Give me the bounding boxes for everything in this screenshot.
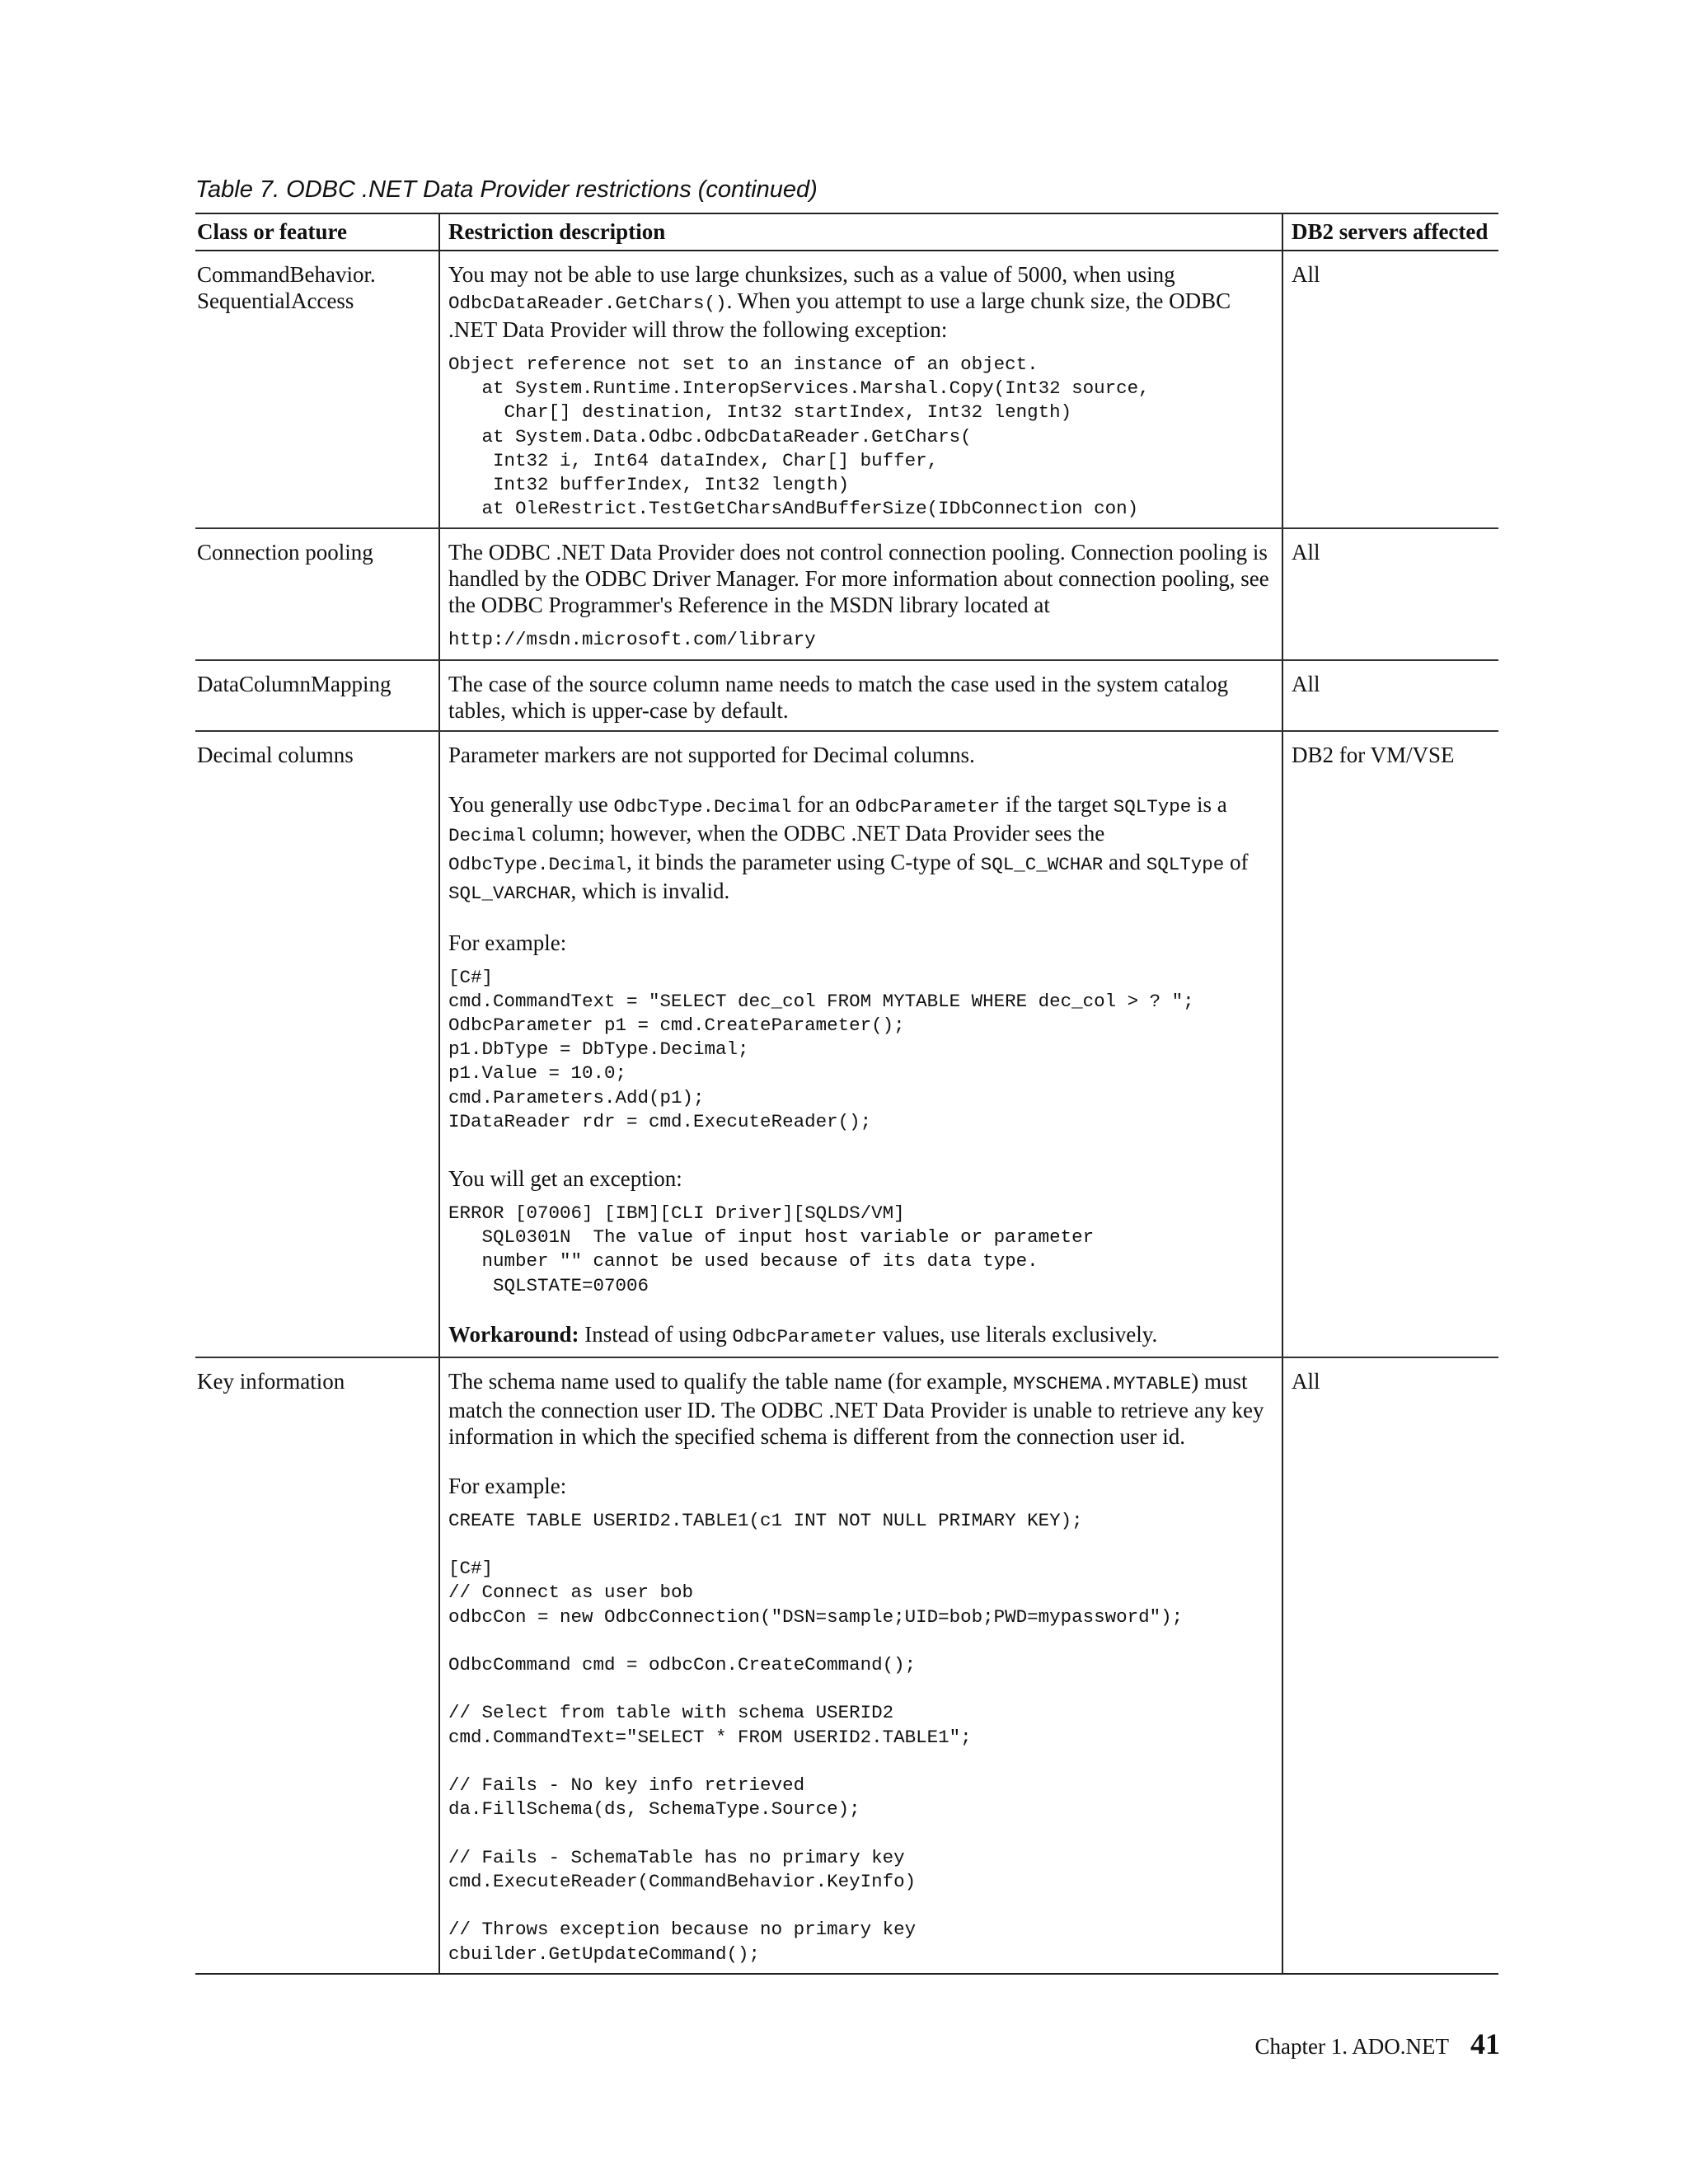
row-class: Connection pooling (195, 528, 439, 659)
code-block: Object reference not set to an instance of an object. at System.Runtime.InteropServices.Marshal.Copy(Int32 source, Char[] destination, Int32 startIndex, Int32 length) at System.Data.Odbc.OdbcDataReader.GetChars( Int32 i, Int64 dataIndex, Char[] buffer, Int32 bufferIndex, Int32 length) at OleRestrict.TestGetCharsAndBufferSize(IDbConnection con) (448, 354, 1150, 520)
row-servers: All (1282, 1357, 1498, 1974)
text-span: . When you attempt to use a large chunk size, the ODBC .NET Data Provider will throw the following exception: (448, 288, 1231, 342)
description-text: You will get an exception: (448, 1166, 682, 1192)
header-servers: DB2 servers affected (1282, 213, 1498, 251)
page-footer (1255, 2026, 1500, 2064)
code-inline: SQL_C_WCHAR (980, 853, 1104, 875)
text-span: Instead of using (579, 1321, 733, 1347)
restrictions-table (195, 213, 1498, 1975)
row-class-line: CommandBehavior. (197, 262, 376, 287)
page-number: 41 (1470, 2027, 1500, 2060)
row-description (439, 1357, 1282, 1974)
text-span: and (1103, 849, 1146, 874)
code-inline: OdbcParameter (855, 795, 1001, 818)
code-inline: MYSCHEMA.MYTABLE (1013, 1372, 1192, 1394)
code-inline: SQL_VARCHAR (448, 882, 571, 904)
text-span: values, use literals exclusively. (877, 1321, 1158, 1347)
code-inline: OdbcType.Decimal (613, 795, 792, 818)
code-inline: OdbcType.Decimal (448, 853, 627, 875)
text-span: of (1224, 849, 1249, 874)
code-inline: OdbcDataReader.GetChars() (448, 293, 727, 314)
row-servers: All (1282, 528, 1498, 659)
text-span: , which is invalid. (570, 878, 730, 903)
row-servers: DB2 for VM/VSE (1282, 731, 1498, 1357)
table-row (195, 1357, 1498, 1974)
text-span: column; however, when the ODBC .NET Data Provider sees the (526, 820, 1105, 846)
header-restriction: Restriction description (439, 213, 1282, 251)
text-span: You generally use (448, 791, 614, 817)
table-header-row (195, 213, 1498, 251)
code-block: CREATE TABLE USERID2.TABLE1(c1 INT NOT NULL PRIMARY KEY); [C#] // Connect as user bob odbcCon = new OdbcConnection("DSN=sample;UID=bob;PWD=mypassword"); OdbcCommand cmd = odbcCon.CreateCommand(); // Select from table with schema USERID2 cmd.CommandText="SELECT * FROM USERID2.TABLE1"; // Fails - No key info retrieved da.FillSchema(ds, SchemaType.Source); // Fails - SchemaTable has no primary key cmd.ExecuteReader(CommandBehavior.KeyInfo) // Throws exception because no primary key cbuilder.GetUpdateCommand(); (448, 1509, 1184, 1965)
row-class: DataColumnMapping (195, 660, 439, 731)
table-caption: Table 7. ODBC .NET Data Provider restrictions (continued) (195, 176, 818, 203)
workaround-text (448, 1321, 1275, 1350)
text-span: , it binds the parameter using C-type of (626, 849, 981, 874)
text-span: if the target (1000, 791, 1114, 817)
text-span: The schema name used to qualify the table name (for example, (448, 1368, 1014, 1394)
text-span: is a (1191, 791, 1227, 817)
text-span: for an (791, 791, 856, 817)
url-text: http://msdn.microsoft.com/library (448, 629, 816, 651)
table-row (195, 528, 1498, 659)
row-description (439, 528, 1282, 659)
table-row (195, 660, 1498, 731)
row-servers: All (1282, 660, 1498, 731)
description-text (448, 791, 1275, 907)
code-block: ERROR [07006] [IBM][CLI Driver][SQLDS/VM] SQL0301N The value of input host variable or parameter number "" cannot be used because of its data type. SQLSTATE=07006 (448, 1202, 1095, 1296)
description-text: Parameter markers are not supported for Decimal columns. (448, 742, 975, 767)
description-text: The case of the source column name needs to match the case used in the system catalog tables, which is upper-case by default. (448, 671, 1229, 723)
code-inline: SQLType (1113, 795, 1192, 818)
row-class: Key information (195, 1357, 439, 1974)
description-text (448, 261, 1275, 343)
workaround-label: Workaround: (448, 1321, 579, 1347)
code-inline: OdbcParameter (732, 1325, 878, 1347)
row-description (439, 731, 1282, 1357)
description-text (448, 1368, 1275, 1450)
row-description (439, 251, 1282, 528)
code-block: [C#] cmd.CommandText = "SELECT dec_col FROM MYTABLE WHERE dec_col > ? "; OdbcParameter p1 = cmd.CreateParameter(); p1.DbType = DbType.Decimal; p1.Value = 10.0; cmd.Parameters.Add(p1); IDataReader rdr = cmd.ExecuteReader(); (448, 966, 1194, 1132)
row-description (439, 660, 1282, 731)
chapter-title: Chapter 1. ADO.NET (1254, 2034, 1449, 2059)
description-text: For example: (448, 930, 567, 955)
row-class (195, 251, 439, 528)
row-class-line: SequentialAccess (197, 288, 354, 313)
text-span: You may not be able to use large chunksizes, such as a value of 5000, when using (448, 262, 1175, 287)
description-text: The ODBC .NET Data Provider does not control connection pooling. Connection pooling is handled by the ODBC Driver Manager. For more information about connection pooling, see the ODBC Programmer's Reference in the MSDN library located at (448, 540, 1269, 618)
table-row (195, 731, 1498, 1357)
row-class: Decimal columns (195, 731, 439, 1357)
table-row (195, 251, 1498, 528)
code-inline: Decimal (448, 824, 527, 846)
header-class: Class or feature (195, 213, 439, 251)
description-text: For example: (448, 1473, 567, 1498)
row-servers: All (1282, 251, 1498, 528)
code-inline: SQLType (1146, 853, 1225, 875)
text-span: ) must match the connection user ID. The ODBC .NET Data Provider is unable to retrieve any key information in which the specified schema is different from the connection user id. (448, 1368, 1264, 1449)
